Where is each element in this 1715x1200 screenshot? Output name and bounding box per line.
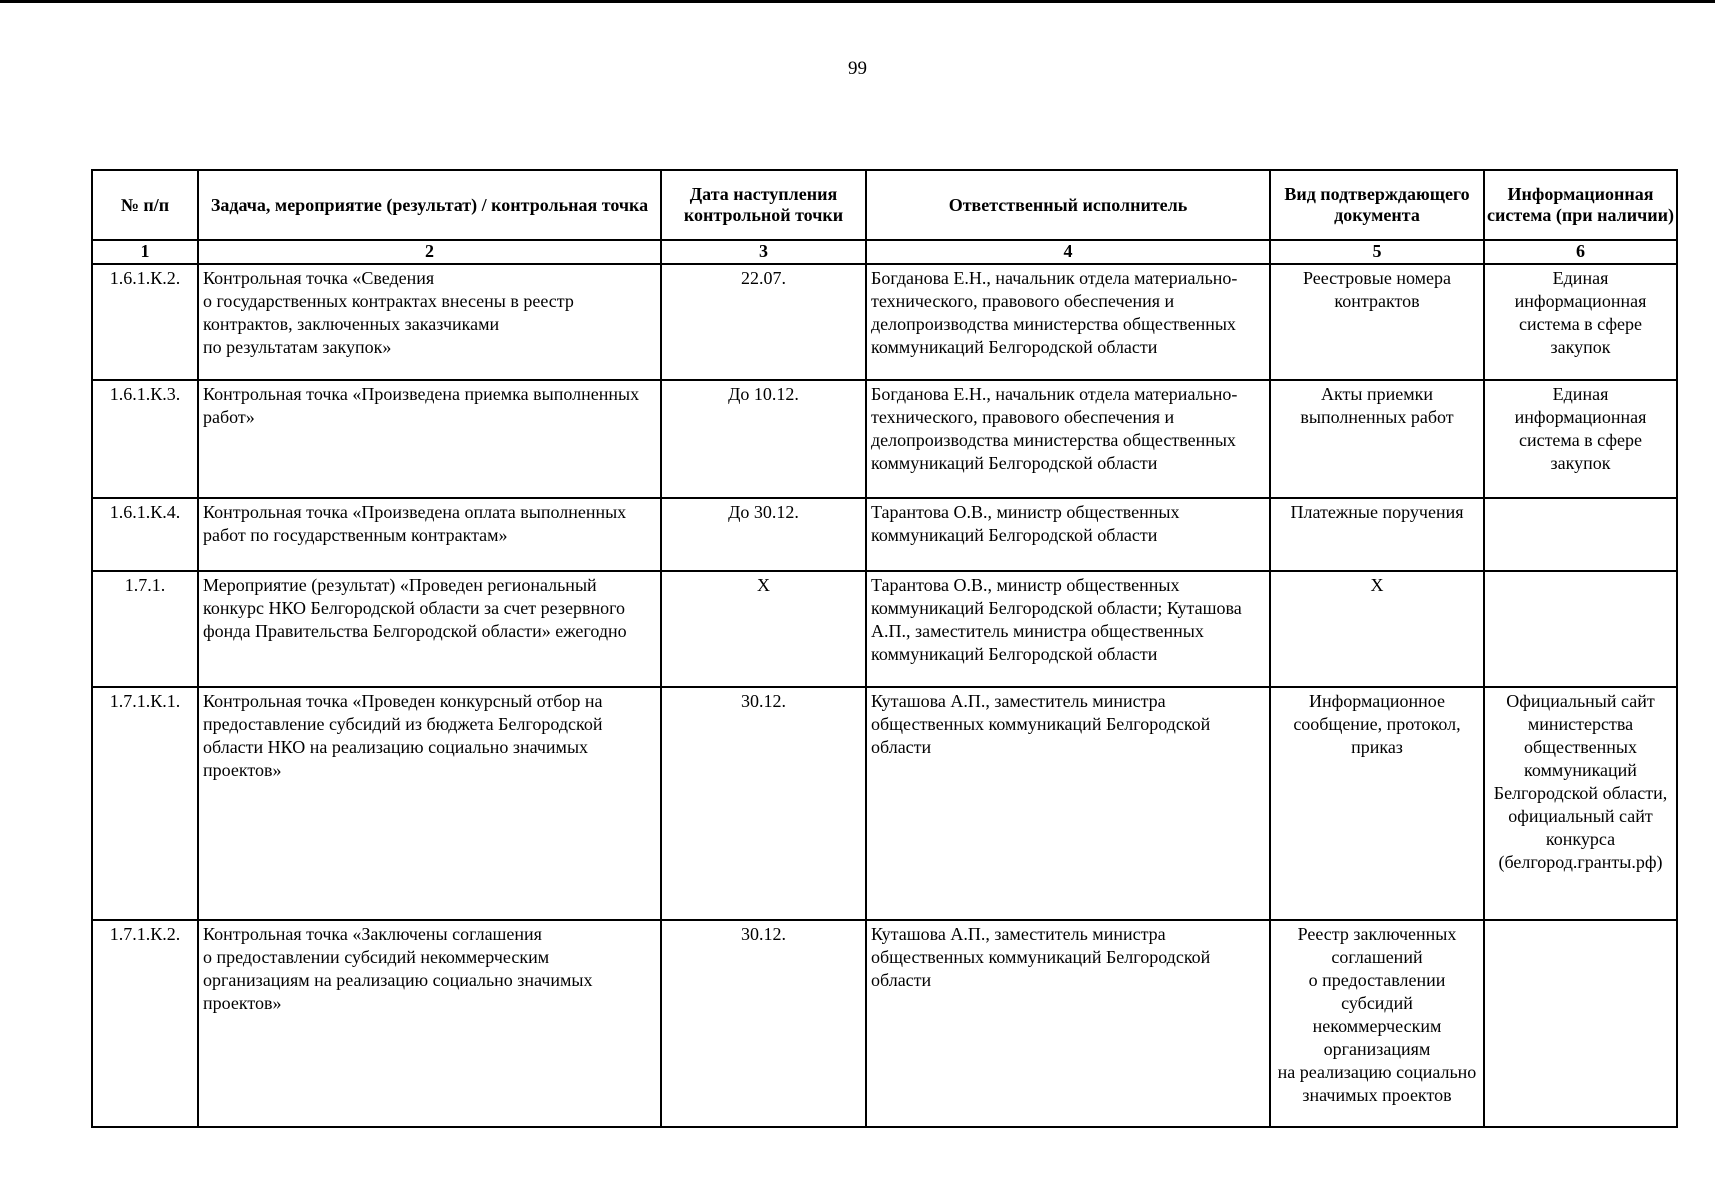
row-task: Мероприятие (результат) «Проведен региональный конкурс НКО Белгородской области за счет резервного фонда Правительства Белгородской области» ежегодно [198,571,661,687]
row-responsible: Богданова Е.Н., начальник отдела материально-технического, правового обеспечения и делопроизводства министерства общественных коммуникаций Белгородской области [866,264,1270,380]
row-date: 30.12. [661,687,866,920]
row-document: Информационное сообщение, протокол, приказ [1270,687,1484,920]
row-responsible: Куташова А.П., заместитель министра общественных коммуникаций Белгородской области [866,920,1270,1127]
row-date: 22.07. [661,264,866,380]
row-responsible: Куташова А.П., заместитель министра общественных коммуникаций Белгородской области [866,687,1270,920]
column-number: 3 [661,240,866,264]
row-system [1484,571,1677,687]
row-number: 1.7.1.К.1. [92,687,198,920]
column-number: 6 [1484,240,1677,264]
page-number: 99 [848,58,867,79]
row-system [1484,920,1677,1127]
row-system: Единая информационная система в сфере закупок [1484,264,1677,380]
row-number: 1.7.1.К.2. [92,920,198,1127]
row-number: 1.6.1.К.3. [92,380,198,498]
row-system: Официальный сайт министерства общественных коммуникаций Белгородской области, официальный сайт конкурса (белгород.гранты.рф) [1484,687,1677,920]
row-document: Платежные поручения [1270,498,1484,571]
row-document: Х [1270,571,1484,687]
header-responsible: Ответственный исполнитель [866,170,1270,240]
row-document: Реестр заключенных соглашений о предоставлении субсидий некоммерческим организациям на реализацию социально значимых проектов [1270,920,1484,1127]
header-document: Вид подтверждающего документа [1270,170,1484,240]
control-points-table [91,169,1678,1128]
row-responsible: Богданова Е.Н., начальник отдела материально-технического, правового обеспечения и делопроизводства министерства общественных коммуникаций Белгородской области [866,380,1270,498]
table-row [92,264,1677,380]
header-task: Задача, мероприятие (результат) / контрольная точка [198,170,661,240]
table-header-row [92,170,1677,240]
header-date: Дата наступления контрольной точки [661,170,866,240]
page-top-border [0,0,1715,3]
row-date: До 30.12. [661,498,866,571]
column-number: 2 [198,240,661,264]
row-task: Контрольная точка «Произведена приемка выполненных работ» [198,380,661,498]
row-date: 30.12. [661,920,866,1127]
table-row [92,498,1677,571]
column-numbers-row [92,240,1677,264]
row-task: Контрольная точка «Сведения о государственных контрактах внесены в реестр контрактов, заключенных заказчиками по результатам закупок» [198,264,661,380]
row-document: Реестровые номера контрактов [1270,264,1484,380]
row-number: 1.7.1. [92,571,198,687]
row-responsible: Тарантова О.В., министр общественных коммуникаций Белгородской области; Куташова А.П., заместитель министра общественных коммуникаций Белгородской области [866,571,1270,687]
row-number: 1.6.1.К.2. [92,264,198,380]
row-document: Акты приемки выполненных работ [1270,380,1484,498]
table-row [92,687,1677,920]
row-number: 1.6.1.К.4. [92,498,198,571]
row-responsible: Тарантова О.В., министр общественных коммуникаций Белгородской области [866,498,1270,571]
table-row [92,380,1677,498]
column-number: 4 [866,240,1270,264]
table-row [92,920,1677,1127]
table-row [92,571,1677,687]
row-task: Контрольная точка «Проведен конкурсный отбор на предоставление субсидий из бюджета Белгородской области НКО на реализацию социально значимых проектов» [198,687,661,920]
header-number: № п/п [92,170,198,240]
column-number: 5 [1270,240,1484,264]
row-task: Контрольная точка «Заключены соглашения о предоставлении субсидий некоммерческим организациям на реализацию социально значимых проектов» [198,920,661,1127]
row-date: До 10.12. [661,380,866,498]
header-system: Информационная система (при наличии) [1484,170,1677,240]
row-system [1484,498,1677,571]
row-date: Х [661,571,866,687]
row-task: Контрольная точка «Произведена оплата выполненных работ по государственным контрактам» [198,498,661,571]
row-system: Единая информационная система в сфере закупок [1484,380,1677,498]
column-number: 1 [92,240,198,264]
